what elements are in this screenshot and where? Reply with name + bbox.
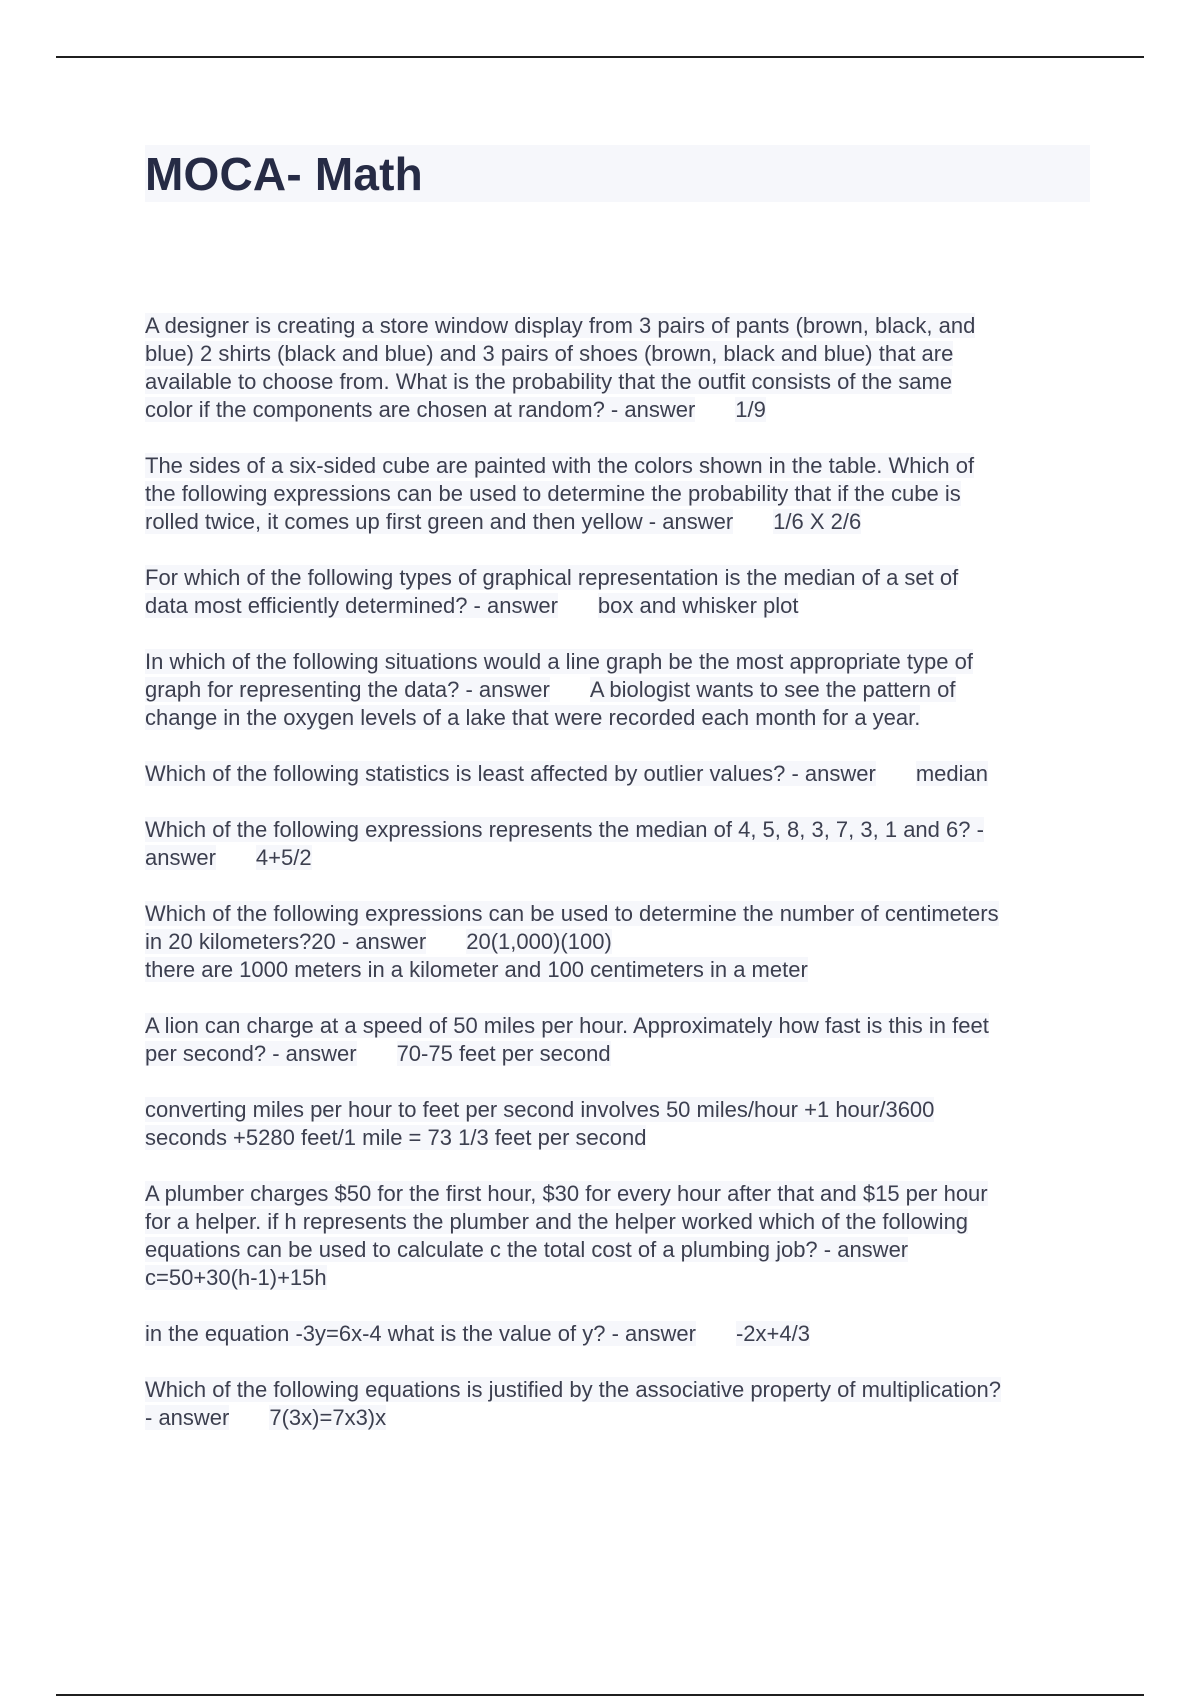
qa-item bbox=[145, 900, 1095, 984]
answer-continuation: change in the oxygen levels of a lake that were recorded each month for a year. bbox=[145, 705, 921, 730]
question-line bbox=[145, 1040, 1095, 1068]
qa-item bbox=[145, 1320, 1095, 1348]
answer-text: median bbox=[915, 761, 988, 786]
question-line bbox=[145, 368, 1095, 396]
answer-line bbox=[145, 704, 1095, 732]
question-text: in the equation -3y=6x-4 what is the value of y? - answer bbox=[145, 1321, 696, 1346]
question-text: - answer bbox=[145, 1405, 230, 1430]
question-text: the following expressions can be used to determine the probability that if the cube is bbox=[145, 481, 961, 506]
qa-item bbox=[145, 452, 1095, 536]
question-text: A designer is creating a store window display from 3 pairs of pants (brown, black, and bbox=[145, 313, 976, 338]
answer-text: box and whisker plot bbox=[597, 593, 799, 618]
question-line bbox=[145, 760, 1095, 788]
answer-line bbox=[145, 956, 1095, 984]
question-line bbox=[145, 1180, 1095, 1208]
question-line bbox=[145, 564, 1095, 592]
question-line bbox=[145, 1376, 1095, 1404]
question-text: answer bbox=[145, 845, 216, 870]
question-text: In which of the following situations would a line graph be the most appropriate type of bbox=[145, 649, 973, 674]
question-line bbox=[145, 592, 1095, 620]
qa-item bbox=[145, 564, 1095, 620]
question-line bbox=[145, 1012, 1095, 1040]
answer-text: 7(3x)=7x3)x bbox=[269, 1405, 387, 1430]
question-line bbox=[145, 1404, 1095, 1432]
question-text: Which of the following expressions represents the median of 4, 5, 8, 3, 7, 3, 1 and 6? - bbox=[145, 817, 984, 842]
answer-text: 1/9 bbox=[735, 397, 766, 422]
answer-text: -2x+4/3 bbox=[735, 1321, 810, 1346]
bottom-rule bbox=[56, 1694, 1144, 1696]
page-title: MOCA- Math bbox=[145, 148, 423, 200]
question-line bbox=[145, 648, 1095, 676]
question-text: for a helper. if h represents the plumber and the helper worked which of the following bbox=[145, 1209, 969, 1234]
question-text: Which of the following statistics is least affected by outlier values? - answer bbox=[145, 761, 876, 786]
qa-item bbox=[145, 1180, 1095, 1292]
answer-continuation: there are 1000 meters in a kilometer and 100 centimeters in a meter bbox=[145, 957, 808, 982]
question-line bbox=[145, 1320, 1095, 1348]
question-line bbox=[145, 676, 1095, 704]
qa-item bbox=[145, 648, 1095, 732]
qa-item bbox=[145, 1012, 1095, 1068]
answer-text: A biologist wants to see the pattern of bbox=[589, 677, 956, 702]
question-text: equations can be used to calculate c the total cost of a plumbing job? - answer bbox=[145, 1237, 909, 1262]
qa-item bbox=[145, 1096, 1095, 1152]
question-line bbox=[145, 816, 1095, 844]
qa-item bbox=[145, 760, 1095, 788]
question-text: For which of the following types of graphical representation is the median of a set of bbox=[145, 565, 959, 590]
question-text: A lion can charge at a speed of 50 miles per hour. Approximately how fast is this in feet bbox=[145, 1013, 989, 1038]
question-line bbox=[145, 396, 1095, 424]
answer-text: 4+5/2 bbox=[255, 845, 312, 870]
question-line bbox=[145, 340, 1095, 368]
question-line bbox=[145, 1124, 1095, 1152]
question-line bbox=[145, 928, 1095, 956]
question-line bbox=[145, 1096, 1095, 1124]
question-text: data most efficiently determined? - answer bbox=[145, 593, 558, 618]
question-text: c=50+30(h-1)+15h bbox=[145, 1265, 327, 1290]
qa-item bbox=[145, 1376, 1095, 1432]
question-text: available to choose from. What is the probability that the outfit consists of the same bbox=[145, 369, 953, 394]
question-line bbox=[145, 480, 1095, 508]
qa-list bbox=[145, 312, 1095, 1460]
question-text: A plumber charges $50 for the first hour, $30 for every hour after that and $15 per hour bbox=[145, 1181, 988, 1206]
question-text: seconds +5280 feet/1 mile = 73 1/3 feet per second bbox=[145, 1125, 647, 1150]
question-text: Which of the following equations is justified by the associative property of multiplication? bbox=[145, 1377, 1002, 1402]
question-text: Which of the following expressions can be used to determine the number of centimeters bbox=[145, 901, 999, 926]
question-line bbox=[145, 452, 1095, 480]
answer-text: 1/6 X 2/6 bbox=[773, 509, 862, 534]
question-line bbox=[145, 1208, 1095, 1236]
question-text: color if the components are chosen at random? - answer bbox=[145, 397, 696, 422]
question-line bbox=[145, 1264, 1095, 1292]
question-line bbox=[145, 1236, 1095, 1264]
answer-text: 70-75 feet per second bbox=[396, 1041, 611, 1066]
question-line bbox=[145, 312, 1095, 340]
qa-item bbox=[145, 312, 1095, 424]
question-text: blue) 2 shirts (black and blue) and 3 pairs of shoes (brown, black and blue) that are bbox=[145, 341, 954, 366]
question-line bbox=[145, 844, 1095, 872]
question-text: in 20 kilometers?20 - answer bbox=[145, 929, 427, 954]
answer-text: 20(1,000)(100) bbox=[466, 929, 612, 954]
question-line bbox=[145, 508, 1095, 536]
question-line bbox=[145, 900, 1095, 928]
question-text: converting miles per hour to feet per second involves 50 miles/hour +1 hour/3600 bbox=[145, 1097, 935, 1122]
question-text: per second? - answer bbox=[145, 1041, 357, 1066]
question-text: rolled twice, it comes up first green and then yellow - answer bbox=[145, 509, 734, 534]
question-text: The sides of a six-sided cube are painted with the colors shown in the table. Which of bbox=[145, 453, 975, 478]
question-text: graph for representing the data? - answer bbox=[145, 677, 550, 702]
qa-item bbox=[145, 816, 1095, 872]
top-rule bbox=[56, 56, 1144, 58]
